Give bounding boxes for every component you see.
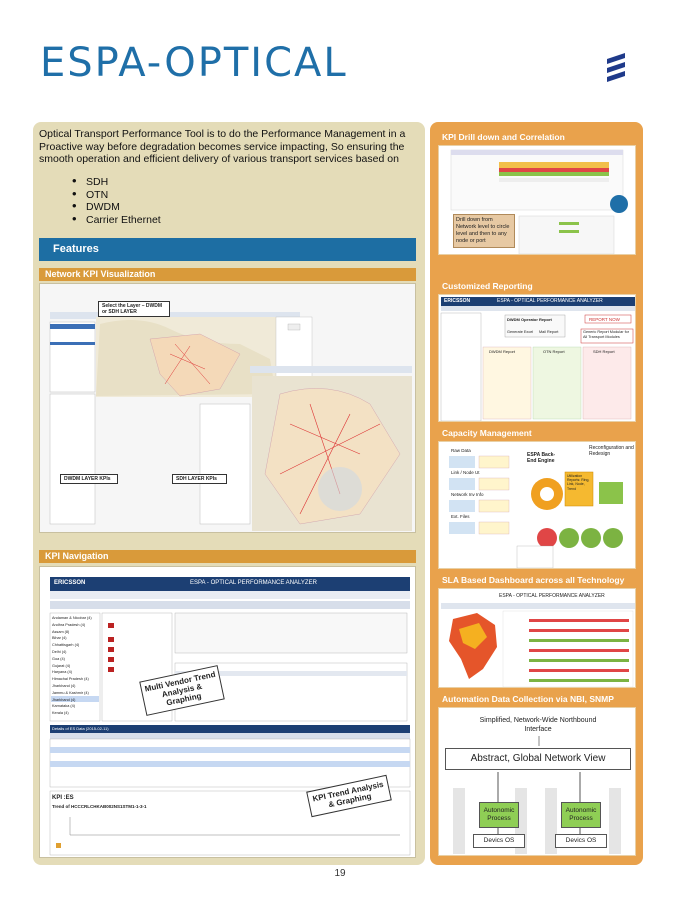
network-inv-label: Network Inv Info (451, 492, 484, 497)
chart-label: KPI :ES (52, 795, 74, 801)
list-item: • SDH (72, 176, 161, 189)
sla-title: ESPA - OPTICAL PERFORMANCE ANALYZER (499, 593, 605, 599)
sdh-report-column: SDH Report (593, 349, 615, 354)
mail-report-button[interactable]: Mail Report (539, 330, 559, 334)
otn-report-column: OTN Report (543, 349, 565, 354)
list-item[interactable]: Himachal Pradesh (4) (52, 677, 89, 682)
list-item[interactable]: Chhattisgarh (4) (52, 643, 80, 648)
report-title: ESPA - OPTICAL PERFORMANCE ANALYZER (497, 298, 603, 304)
network-kpi-heading: Network KPI Visualization (39, 268, 416, 281)
raw-data-label: Raw Data (451, 448, 471, 453)
list-item[interactable]: Kerala (4) (52, 711, 69, 716)
sla-screenshot (438, 588, 636, 688)
list-item[interactable]: Goa (4) (52, 656, 65, 661)
link-node-label: Link / Node Ut (451, 470, 480, 475)
ericsson-label: ERICSSON (54, 580, 86, 586)
automation-diagram (438, 707, 636, 856)
simplified-interface-label: Simplified, Network-Wide Northbound Interface (479, 717, 597, 733)
device-os-2: Devics OS (555, 834, 607, 848)
multi-vendor-stamp: Multi Vendor Trend Analysis & Graphing (139, 665, 225, 716)
capacity-screenshot (438, 441, 636, 569)
list-item[interactable]: Gujarat (4) (52, 663, 71, 668)
drill-down-heading: KPI Drill down and Correlation (442, 132, 565, 142)
list-item[interactable]: Karnataka (4) (52, 704, 76, 709)
map-figure (40, 284, 416, 533)
reporting-figure (439, 295, 636, 422)
autonomic-process-2: Autonomic Process (561, 802, 601, 828)
sla-dashboard-heading: SLA Based Dashboard across all Technology (442, 575, 625, 585)
generate-excel-button[interactable]: Generate Excel (507, 330, 534, 334)
reconfiguration-label: Reconfiguration and Redesign (589, 445, 634, 457)
list-item[interactable]: Assam (8) (52, 629, 70, 634)
utilization-label: Utilization Reports: Ring, Link, Node, Trend (567, 474, 590, 491)
kpi-navigation-screenshot (39, 566, 416, 858)
sla-figure (439, 589, 636, 688)
features-heading: Features (39, 238, 416, 261)
reporting-screenshot (438, 294, 636, 422)
list-item: • DWDM (72, 201, 161, 214)
device-os-1: Devics OS (473, 834, 525, 848)
report-box: DWDM Operator Report (507, 317, 552, 322)
ext-files-label: Ext. Files (451, 514, 470, 519)
list-item[interactable]: Jharkhand (4) (52, 683, 76, 688)
list-item: • OTN (72, 189, 161, 202)
autonomic-process-1: Autonomic Process (479, 802, 519, 828)
automation-heading: Automation Data Collection via NBI, SNMP (442, 694, 614, 704)
generic-report: Generic Report Modular for All Transport Modules (583, 330, 630, 339)
list-item[interactable]: Haryana (4) (52, 670, 73, 675)
page-number: 19 (334, 868, 346, 879)
details-title: Details of ES Data (2015-02-11) (52, 726, 109, 731)
list-item[interactable]: Jammu & Kashmir (4) (52, 690, 89, 695)
list-item[interactable]: Andhra Pradesh (4) (52, 622, 86, 627)
capacity-management-heading: Capacity Management (442, 428, 532, 438)
drill-down-screenshot (438, 145, 636, 255)
chart-trend: Trend of HCCCRLCHKAB002NS1STM1-1-3-1 (52, 804, 147, 809)
report-now-button[interactable]: REPORT NOW (589, 317, 620, 322)
dwdm-report-column: DWDM Report (489, 349, 516, 354)
list-item[interactable]: Jharkhand (4) (52, 697, 76, 702)
espa-engine-label: ESPA Back-End Engine (527, 452, 556, 464)
kpi-trend-stamp: KPI Trend Analysis & Graphing (306, 775, 392, 817)
list-item[interactable]: Delhi (4) (52, 649, 67, 654)
sdh-kpis-callout: SDH LAYER KPIs (172, 474, 227, 484)
ericsson-logo-icon (603, 50, 629, 84)
drill-note: Drill down from Network level to circle level and then to any node or port (453, 214, 515, 248)
technology-list (72, 176, 161, 226)
dwdm-kpis-callout: DWDM LAYER KPIs (60, 474, 118, 484)
report-ericsson: ERICSSON (444, 298, 471, 304)
list-item[interactable]: Bihar (4) (52, 636, 67, 641)
customized-reporting-heading: Customized Reporting (442, 281, 533, 291)
espa-optical-logo: ESPA-OPTICAL (40, 40, 348, 86)
region-list (52, 615, 100, 717)
kpi-navigation-heading: KPI Navigation (39, 550, 416, 563)
list-item: • Carrier Ethernet (72, 214, 161, 227)
layer-select-callout: Select the Layer – DWDM or SDH LAYER (98, 301, 170, 317)
list-item[interactable]: Andaman & Nicobar (4) (52, 616, 92, 620)
intro-paragraph: Optical Transport Performance Tool is to do the Performance Management in a Proactive way before degradation becomes service impacting, So ensuring the smooth operation and efficient delivery of various transport services based on (39, 128, 406, 166)
abstract-view-box: Abstract, Global Network View (445, 748, 631, 770)
network-map-screenshot (39, 283, 416, 533)
analyzer-title: ESPA - OPTICAL PERFORMANCE ANALYZER (190, 580, 317, 586)
